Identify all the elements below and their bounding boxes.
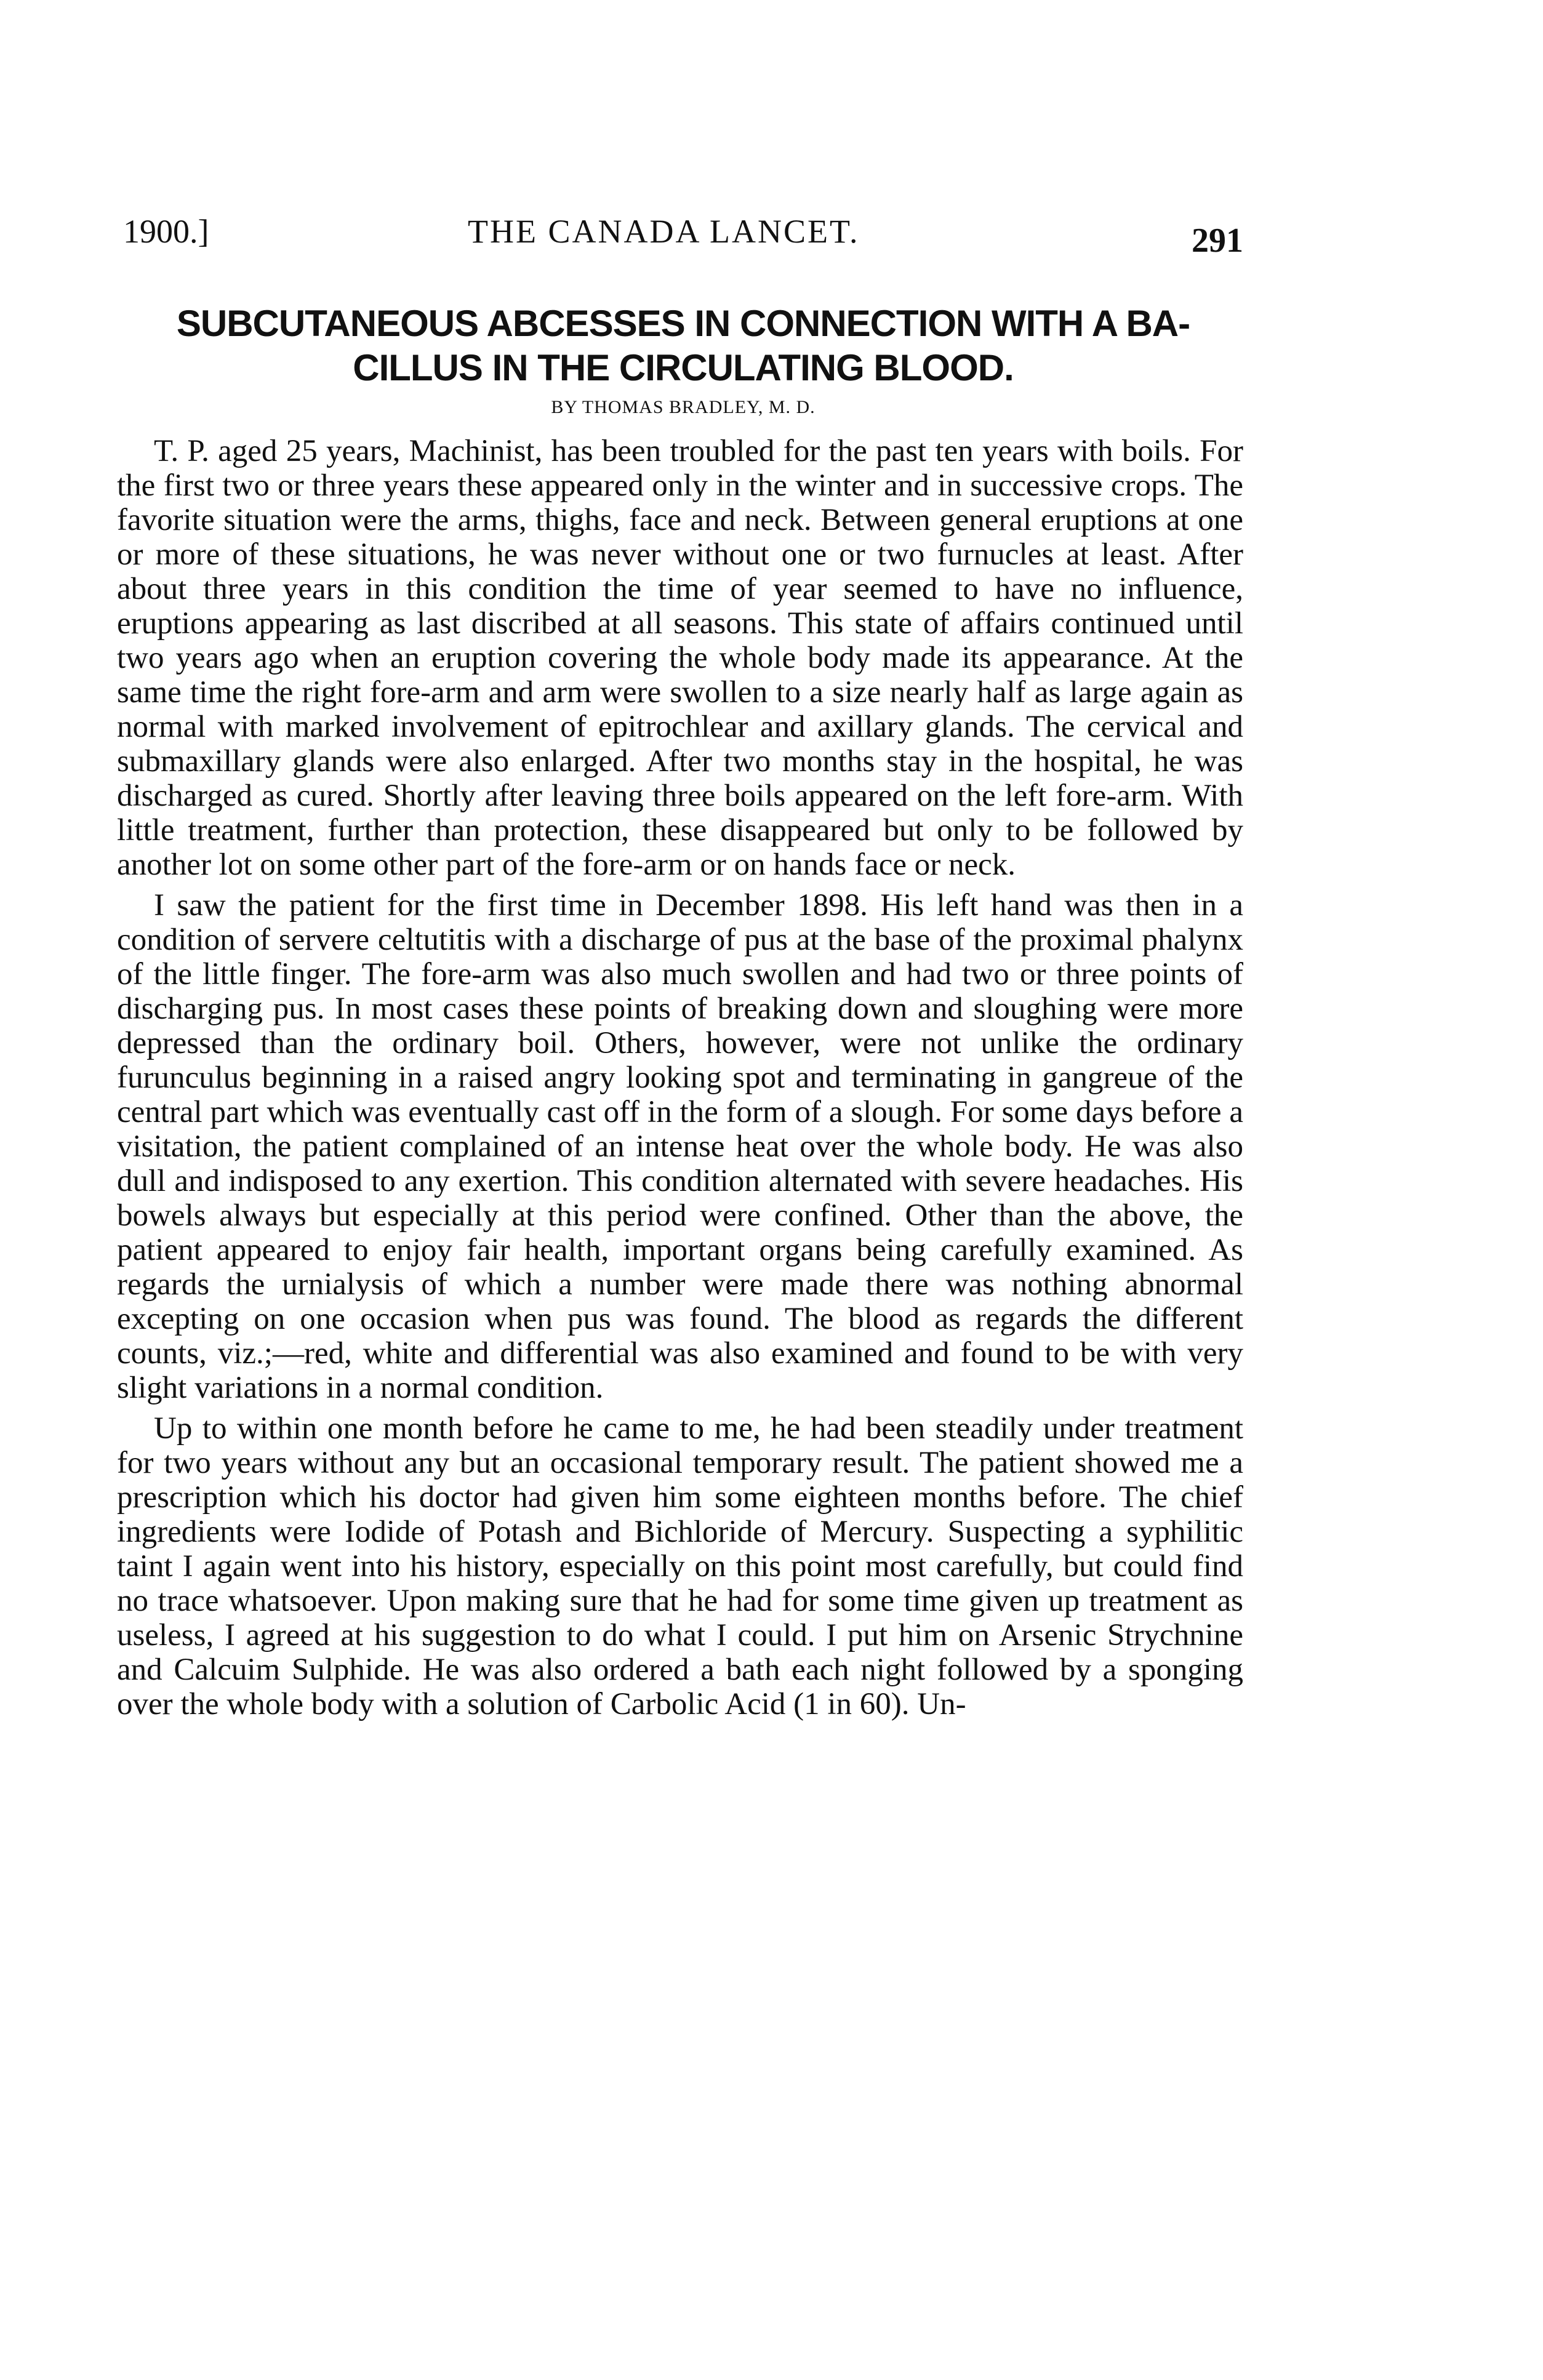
paragraph-2: I saw the patient for the first time in December 1898. His left hand was then in a condition of servere celtutitis with a discharge of pus at the base of the proximal phalynx of the little finger. The fore-arm was also much swollen and had two or three points of discharging pus. In most cases these points of breaking down and sloughing were more depressed than the ordinary boil. Others, however, were not unlike the ordinary furunculus beginning in a raised angry looking spot and terminating in gangreue of the central part which was eventually cast off in the form of a slough. For some days before a visitation, the patient complained of an intense heat over the whole body. He was also dull and indisposed to any exertion. This condition alternated with severe headaches. His bowels always but especially at this period were confined. Other than the above, the patient appeared to enjoy fair health, important organs being carefully examined. As regards the urnialysis of which a number were made there was nothing abnormal excepting on one occasion when pus was found. The blood as regards the different counts, viz.;—red, white and differential was also examined and found to be with very slight variations in a normal condition. — [117, 888, 1243, 1405]
header-journal-title: THE CANADA LANCET. — [468, 213, 860, 250]
running-header — [123, 212, 1243, 262]
article-title-line-2: CILLUS IN THE CIRCULATING BLOOD. — [353, 347, 1014, 388]
page-number: 291 — [1192, 222, 1243, 260]
article-byline: BY THOMAS BRADLEY, M. D. — [551, 397, 816, 417]
article-body — [117, 434, 1243, 1721]
header-year: 1900.] — [123, 213, 209, 250]
article-title-line-1: SUBCUTANEOUS ABCESSES IN CONNECTION WITH A BA- — [176, 303, 1190, 344]
paragraph-3: Up to within one month before he came to me, he had been steadily under treatment for two years without any but an occasional temporary result. The patient showed me a prescription which his doctor had given him some eighteen months before. The chief ingredients were Iodide of Potash and Bichloride of Mercury. Suspecting a syphilitic taint I again went into his history, especially on this point most carefully, but could find no trace whatsoever. Upon making sure that he had for some time given up treatment as useless, I agreed at his suggestion to do what I could. I put him on Arsenic Strychnine and Calcuim Sulphide. He was also ordered a bath each night followed by a sponging over the whole body with a solution of Carbolic Acid (1 in 60). Un- — [117, 1411, 1243, 1721]
paragraph-1: T. P. aged 25 years, Machinist, has been troubled for the past ten years with boils. For the first two or three years these appeared only in the winter and in successive crops. The favorite situation were the arms, thighs, face and neck. Between general eruptions at one or more of these situations, he was never without one or two furnucles at least. After about three years in this condition the time of year seemed to have no influence, eruptions appearing as last discribed at all seasons. This state of affairs continued until two years ago when an eruption covering the whole body made its appearance. At the same time the right fore-arm and arm were swollen to a size nearly half as large again as normal with marked involvement of epitrochlear and axillary glands. The cervical and submaxillary glands were also enlarged. After two months stay in the hospital, he was discharged as cured. Shortly after leaving three boils appeared on the left fore-arm. With little treatment, further than protection, these disappeared but only to be followed by another lot on some other part of the fore-arm or on hands face or neck. — [117, 434, 1243, 882]
article-title — [123, 302, 1243, 390]
